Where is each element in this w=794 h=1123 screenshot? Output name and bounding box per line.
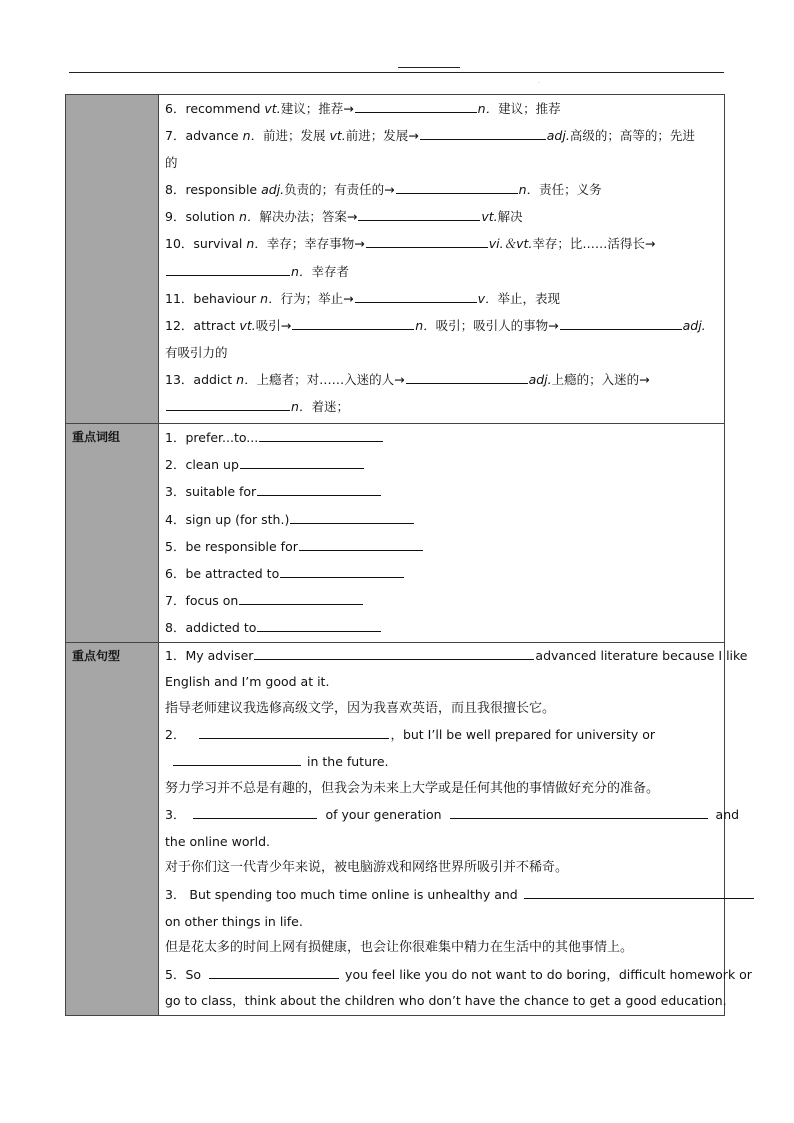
phrases-label: 重点词组	[66, 424, 159, 643]
answer-blank[interactable]	[166, 397, 290, 411]
item-text: 12．attract	[165, 317, 240, 333]
item-meaning: 高级的；高等的；先进	[569, 128, 695, 144]
answer-blank[interactable]	[259, 428, 383, 442]
sentence-4-line-2: on other things in life.	[165, 913, 303, 929]
item-text: 10．survival	[165, 236, 247, 252]
phrase-text: 1．prefer...to...	[165, 430, 259, 445]
item-meaning: 前进；发展	[263, 128, 330, 144]
phrase-item-5	[165, 533, 718, 560]
item-meaning: 解决	[497, 209, 523, 225]
answer-blank[interactable]	[290, 510, 414, 524]
sentences-row	[66, 642, 725, 1015]
item-text: 13．addict	[165, 371, 237, 387]
sentence-4-translation: 但是花太多的时间上网有损健康，也会让你很难集中精力在生活中的其他事情上。	[165, 940, 634, 956]
sentence-4-line-1	[165, 882, 718, 909]
pos-tag: n．	[242, 128, 264, 144]
sentence-text: advanced literature because I like	[535, 647, 748, 663]
vocab-label	[66, 95, 159, 424]
answer-blank[interactable]	[366, 234, 488, 248]
pos-tag: v．	[477, 290, 498, 306]
item-meaning: 上瘾的；入迷的→	[551, 371, 650, 387]
vocab-item-7-cont: 的	[165, 155, 178, 171]
phrase-item-8	[165, 614, 718, 641]
answer-blank[interactable]	[406, 370, 528, 384]
pos-tag: vi.＆vt.	[488, 236, 533, 252]
item-text: 11．behaviour	[165, 290, 261, 306]
answer-blank[interactable]	[524, 885, 754, 899]
vocab-item-13-cont	[165, 393, 718, 420]
answer-blank[interactable]	[240, 455, 364, 469]
pos-tag: n．	[246, 236, 267, 252]
vocab-row	[66, 95, 725, 424]
vocab-content	[159, 95, 725, 424]
sentences-label: 重点句型	[66, 642, 159, 1015]
answer-blank[interactable]	[358, 207, 480, 221]
answer-blank[interactable]	[450, 805, 708, 819]
phrase-item-4	[165, 506, 718, 533]
sentence-text: 1．My adviser	[165, 647, 254, 663]
vocab-item-7	[165, 122, 718, 149]
item-meaning: 幸存；比……活得长→	[532, 236, 656, 252]
sentence-3-line-1	[165, 802, 740, 829]
answer-blank[interactable]	[420, 126, 546, 140]
sentence-text: 2．	[165, 727, 186, 743]
pos-tag: vt.	[264, 101, 281, 116]
sentence-text: you feel like you do not want to do boring，difficult homework or	[345, 966, 752, 982]
vocab-item-10-cont	[165, 258, 718, 285]
sentence-2-line-2	[165, 749, 718, 776]
sentence-text: of your generation	[325, 807, 442, 823]
worksheet-table	[65, 94, 752, 1016]
pos-tag: n．	[238, 209, 260, 225]
pos-tag: n．	[260, 290, 281, 306]
answer-blank[interactable]	[239, 591, 363, 605]
item-meaning: 前进；发展→	[345, 128, 419, 144]
answer-blank[interactable]	[166, 262, 290, 276]
sentences-content	[159, 642, 752, 1015]
pos-tag: adj.	[546, 128, 570, 144]
phrase-item-3	[165, 478, 718, 505]
pos-tag: n．	[477, 101, 499, 116]
sentence-text: ，but I’ll be well prepared for university or	[390, 727, 655, 743]
item-meaning: 责任；义务	[539, 182, 602, 198]
phrases-row	[66, 424, 725, 643]
sentence-3-translation: 对于你们这一代青少年来说，被电脑游戏和网络世界所吸引并不稀奇。	[165, 860, 569, 876]
item-meaning: 举止，表现	[497, 290, 561, 306]
sentence-text: and	[715, 807, 740, 823]
item-meaning: 解决办法；答案→	[259, 209, 358, 225]
vocab-item-13	[165, 366, 718, 393]
item-meaning: 行为；举止→	[280, 290, 354, 306]
item-meaning: 负责的；有责任的→	[284, 182, 395, 198]
phrase-text: 6．be attracted to	[165, 566, 280, 582]
header-rule	[69, 72, 724, 73]
sentence-text: in the future.	[307, 754, 389, 769]
answer-blank[interactable]	[257, 482, 381, 496]
item-text: 8．responsible	[165, 182, 262, 198]
phrase-text: 2．clean up	[165, 457, 239, 473]
phrase-text: 3．suitable for	[165, 484, 257, 500]
sentence-text: 3．	[165, 807, 186, 823]
pos-tag: n．	[415, 317, 436, 333]
vocab-item-12-cont: 有吸引力的	[165, 344, 228, 360]
answer-blank[interactable]	[209, 965, 339, 979]
sentence-2-line-1	[165, 722, 718, 749]
sentence-5-line-2: go to class，think about the children who don’t have the chance to get a good education.	[165, 993, 727, 1009]
answer-blank[interactable]	[173, 752, 301, 766]
vocab-item-12	[165, 312, 718, 339]
sentence-text: 5．So	[165, 966, 202, 982]
header-mark	[398, 67, 460, 68]
answer-blank[interactable]	[257, 618, 381, 632]
answer-blank[interactable]	[355, 289, 477, 303]
phrase-text: 4．sign up (for sth.)	[165, 511, 290, 527]
answer-blank[interactable]	[560, 316, 682, 330]
item-meaning: 吸引→	[255, 317, 292, 333]
header-dot: .	[538, 78, 540, 85]
item-meaning: 建议；推荐	[498, 101, 561, 116]
sentence-text: 3． But spending too much time online is unhealthy and	[165, 886, 518, 902]
phrase-item-1	[165, 424, 718, 451]
item-meaning: 建议；推荐→	[280, 101, 354, 116]
sentence-2-translation: 努力学习并不总是有趣的，但我会为未来上大学或是任何其他的事情做好充分的准备。	[165, 780, 660, 796]
item-meaning: 吸引；吸引人的事物→	[435, 317, 559, 333]
item-meaning: 幸存；幸存事物→	[266, 236, 365, 252]
pos-tag: adj.	[528, 371, 552, 387]
item-text: 9．solution	[165, 209, 239, 225]
pos-tag: adj.	[682, 317, 706, 333]
pos-tag: adj.	[261, 182, 285, 198]
answer-blank[interactable]	[292, 316, 414, 330]
phrase-text: 5．be responsible for	[165, 538, 298, 554]
item-meaning: 幸存者	[311, 263, 349, 279]
vocab-item-8	[165, 176, 718, 203]
sentence-5-line-1	[165, 962, 752, 989]
vocab-item-6	[165, 95, 718, 122]
phrase-text: 8．addicted to	[165, 620, 257, 636]
vocab-item-11	[165, 285, 718, 312]
answer-blank[interactable]	[299, 537, 423, 551]
answer-blank[interactable]	[254, 646, 534, 660]
pos-tag: vt.	[329, 128, 346, 144]
sentence-1-line-2: English and I’m good at it.	[165, 674, 330, 690]
item-text: 6．recommend	[165, 101, 265, 116]
pos-tag: vt.	[481, 209, 498, 225]
item-meaning: 着迷；	[311, 399, 349, 415]
sentence-1-line-1	[165, 643, 748, 670]
answer-blank[interactable]	[355, 99, 477, 113]
pos-tag: n．	[518, 182, 540, 198]
phrases-content	[159, 424, 725, 643]
vocab-item-10	[165, 230, 718, 257]
phrase-item-6	[165, 560, 718, 587]
pos-tag: n．	[291, 263, 312, 279]
answer-blank[interactable]	[396, 180, 518, 194]
pos-tag: vt.	[239, 317, 256, 333]
vocab-item-9	[165, 203, 718, 230]
item-text: 7．advance	[165, 128, 243, 144]
answer-blank[interactable]	[193, 805, 317, 819]
sentence-1-translation: 指导老师建议我选修高级文学，因为我喜欢英语，而且我很擅长它。	[165, 700, 556, 716]
pos-tag: n．	[291, 399, 312, 415]
pos-tag: n．	[236, 371, 257, 387]
answer-blank[interactable]	[280, 564, 404, 578]
phrase-item-2	[165, 451, 718, 478]
answer-blank[interactable]	[199, 725, 389, 739]
phrase-text: 7．focus on	[165, 593, 239, 609]
item-meaning: 上瘾者；对……入迷的人→	[256, 371, 405, 387]
sentence-3-line-2: the online world.	[165, 833, 270, 849]
phrase-item-7	[165, 587, 718, 614]
